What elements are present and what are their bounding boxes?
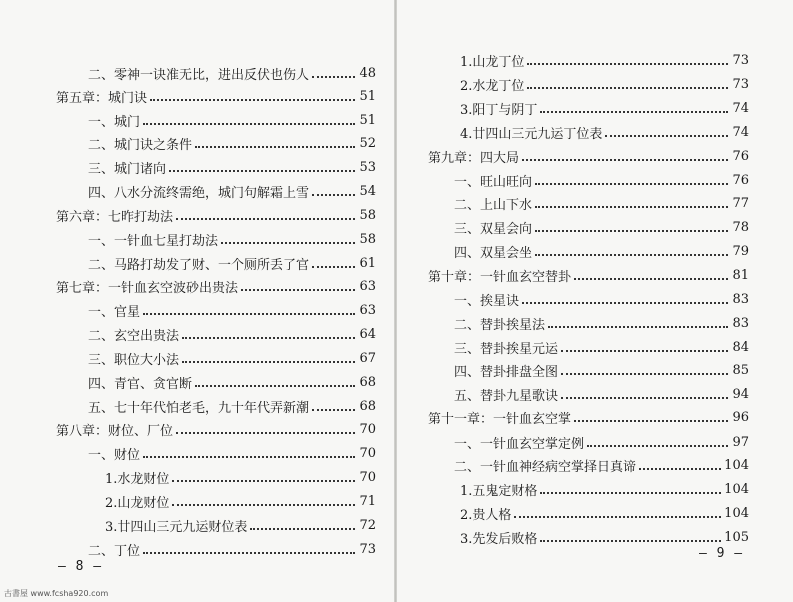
toc-chapter[interactable] [428,406,749,428]
dot-leader [561,396,728,399]
toc-entry-page: 83 [732,291,749,307]
dot-leader [176,217,355,220]
toc-entry[interactable] [460,97,749,119]
dot-leader [312,75,355,78]
toc-entry-page: 58 [359,207,376,223]
toc-entry-page: 105 [724,529,749,545]
toc-entry-title: 五、七十年代怕老毛，九十年代弄新潮 [88,400,310,416]
dot-leader [143,551,355,554]
toc-entry[interactable] [454,431,749,453]
toc-entry-title: 四、替卦排盘全图 [454,364,559,380]
toc-entry[interactable] [88,299,376,321]
dot-leader [540,491,721,494]
toc-entry[interactable] [460,121,749,143]
toc-entry-title: 二、零神一诀准无比，进出反伏也伤人 [88,67,310,83]
toc-entry-page: 58 [359,231,376,247]
dot-leader [312,265,355,268]
toc-entry-title: 三、替卦挨星元运 [454,341,559,357]
toc-entry-title: 1.山龙丁位 [460,54,525,70]
toc-entry[interactable] [454,454,749,476]
toc-entry-title: 一、城门 [88,114,141,130]
dot-leader [182,360,355,363]
toc-entry[interactable] [88,156,376,178]
toc-chapter[interactable] [56,275,376,297]
toc-entry[interactable] [88,132,376,154]
dot-leader [172,503,355,506]
dot-leader [535,229,728,232]
dot-leader [540,539,721,542]
toc-entry-page: 77 [732,195,749,211]
right-page [396,0,793,602]
toc-entry-title: 2.山龙财位 [105,495,170,511]
dot-leader [527,86,728,89]
toc-entry-page: 71 [359,493,376,509]
toc-entry-page: 70 [359,469,376,485]
toc-entry[interactable] [454,359,749,381]
toc-entry-title: 第五章：城门诀 [56,90,148,106]
toc-entry-page: 74 [732,100,749,116]
toc-entry-page: 79 [732,243,749,259]
toc-entry-title: 4.廿四山三元九运丁位表 [460,126,603,142]
toc-entry-title: 一、一针血玄空掌定例 [454,436,585,452]
toc-entry-page: 61 [359,255,376,271]
left-page [0,0,396,602]
site-watermark: 古書屋 www.fcsha920.com [4,589,109,598]
toc-entry[interactable] [88,538,376,560]
toc-entry[interactable] [105,514,376,536]
toc-entry-title: 二、丁位 [88,543,141,559]
toc-entry-page: 72 [359,517,376,533]
toc-entry-title: 二、上山下水 [454,197,533,213]
toc-entry-page: 64 [359,326,376,342]
dot-leader [527,62,728,65]
toc-entry[interactable] [454,216,749,238]
toc-entry[interactable] [454,336,749,358]
toc-entry-page: 70 [359,445,376,461]
toc-entry-title: 二、马路打劫发了财、一个厕所丢了官 [88,257,310,273]
toc-entry-title: 五、替卦九星歌诀 [454,388,559,404]
dot-leader [241,288,355,291]
toc-entry-page: 104 [724,505,749,521]
toc-entry-page: 51 [359,88,376,104]
toc-entry-title: 一、一针血七星打劫法 [88,233,219,249]
toc-entry[interactable] [88,371,376,393]
toc-entry-page: 54 [359,183,376,199]
toc-entry-page: 67 [359,350,376,366]
toc-entry-title: 第九章：四大局 [428,150,520,166]
dot-leader [561,349,728,352]
toc-entry[interactable] [88,180,376,202]
toc-entry-title: 一、官星 [88,304,141,320]
toc-entry[interactable] [460,49,749,71]
dot-leader [312,408,355,411]
toc-entry-page: 73 [732,52,749,68]
toc-entry-title: 四、八水分流终需绝，城门句解霜上雪 [88,185,310,201]
dot-leader [540,110,728,113]
toc-entry[interactable] [460,502,749,524]
toc-entry-title: 1.水龙财位 [105,471,170,487]
toc-entry-title: 二、城门诀之条件 [88,137,193,153]
dot-leader [143,312,355,315]
toc-entry-page: 53 [359,159,376,175]
toc-entry-page: 97 [732,434,749,450]
toc-chapter[interactable] [428,145,749,167]
toc-entry[interactable] [88,228,376,250]
toc-entry-title: 三、城门诸向 [88,161,167,177]
toc-entry-title: 第十章：一针血玄空替卦 [428,269,572,285]
toc-entry-page: 78 [732,219,749,235]
toc-chapter[interactable] [56,204,376,226]
dot-leader [250,527,355,530]
toc-entry-page: 104 [724,481,749,497]
toc-entry[interactable] [460,478,749,500]
toc-entry-title: 三、职位大小法 [88,352,180,368]
toc-entry-title: 三、双星会向 [454,221,533,237]
toc-entry-title: 第十一章：一针血玄空掌 [428,411,572,427]
toc-entry[interactable] [454,288,749,310]
dot-leader [182,336,355,339]
dot-leader [535,253,728,256]
dot-leader [639,467,721,470]
toc-entry[interactable] [88,323,376,345]
dot-leader [312,193,355,196]
toc-entry-page: 76 [732,172,749,188]
dot-leader [522,158,728,161]
dot-leader [574,419,728,422]
dot-leader [522,301,728,304]
toc-entry[interactable] [88,347,376,369]
dot-leader [176,431,355,434]
toc-entry-title: 二、玄空出贵法 [88,328,180,344]
dot-leader [150,98,355,101]
toc-entry[interactable] [88,109,376,131]
toc-entry[interactable] [88,252,376,274]
dot-leader [514,515,721,518]
toc-chapter[interactable] [56,418,376,440]
dot-leader [169,169,355,172]
toc-entry[interactable] [454,240,749,262]
toc-entry[interactable] [88,395,376,417]
dot-leader [574,277,728,280]
toc-entry-title: 四、青官、贪官断 [88,376,193,392]
toc-entry-title: 第七章：一针血玄空波砂出贵法 [56,280,239,296]
toc-entry-page: 94 [732,386,749,402]
toc-entry-title: 一、财位 [88,447,141,463]
page-number: — 8 — [58,559,103,574]
toc-entry-page: 48 [359,65,376,81]
dot-leader [172,479,355,482]
toc-entry-page: 73 [732,76,749,92]
toc-entry-page: 52 [359,135,376,151]
dot-leader [195,145,355,148]
toc-entry-page: 81 [732,267,749,283]
toc-entry-page: 96 [732,409,749,425]
toc-entry-title: 3.先发后败格 [460,531,538,547]
toc-chapter[interactable] [428,264,749,286]
dot-leader [535,182,728,185]
dot-leader [195,384,355,387]
toc-entry-page: 85 [732,362,749,378]
toc-entry[interactable] [454,192,749,214]
dot-leader [548,325,728,328]
dot-leader [587,444,728,447]
dot-leader [561,372,728,375]
toc-entry-title: 2.贵人格 [460,507,512,523]
toc-entry-title: 一、旺山旺向 [454,174,533,190]
toc-entry-page: 83 [732,315,749,331]
toc-entry-page: 74 [732,124,749,140]
dot-leader [143,122,355,125]
toc-entry[interactable] [454,383,749,405]
toc-entry[interactable] [88,62,376,84]
toc-entry-title: 1.五鬼定财格 [460,483,538,499]
toc-entry-title: 第六章：七昨打劫法 [56,209,174,225]
toc-entry[interactable] [454,169,749,191]
toc-entry[interactable] [105,466,376,488]
toc-entry-page: 84 [732,339,749,355]
toc-entry-title: 2.水龙丁位 [460,78,525,94]
dot-leader [221,241,355,244]
dot-leader [143,455,355,458]
toc-entry-page: 70 [359,421,376,437]
toc-entry-page: 73 [359,541,376,557]
toc-entry-page: 104 [724,457,749,473]
toc-entry[interactable] [88,442,376,464]
toc-entry-page: 63 [359,302,376,318]
toc-chapter[interactable] [56,85,376,107]
toc-entry[interactable] [105,490,376,512]
toc-entry-page: 63 [359,278,376,294]
toc-entry-title: 3.阳丁与阴丁 [460,102,538,118]
toc-entry-page: 68 [359,374,376,390]
dot-leader [605,134,728,137]
toc-entry-title: 3.廿四山三元九运财位表 [105,519,248,535]
dot-leader [535,205,728,208]
toc-entry[interactable] [454,312,749,334]
toc-entry[interactable] [460,526,749,548]
toc-entry-title: 二、替卦挨星法 [454,317,546,333]
toc-entry-title: 第八章：财位、厂位 [56,423,174,439]
toc-entry-page: 76 [732,148,749,164]
page-number: — 9 — [699,546,744,561]
toc-entry-page: 68 [359,398,376,414]
toc-entry-title: 四、双星会坐 [454,245,533,261]
toc-entry-title: 二、一针血神经病空掌择日真谛 [454,459,637,475]
toc-entry-page: 51 [359,112,376,128]
toc-entry-title: 一、挨星诀 [454,293,520,309]
toc-entry[interactable] [460,73,749,95]
